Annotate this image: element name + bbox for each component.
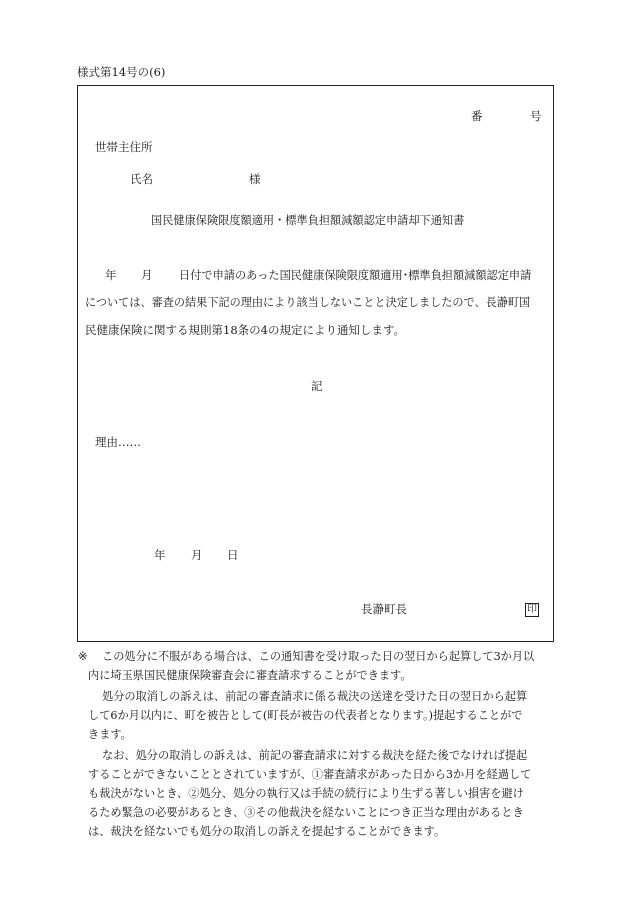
ki-label: 記 xyxy=(311,379,323,393)
note-p2-line1: 処分の取消しの訴えは、前記の審査請求に係る裁決の送達を受けた日の翌日から起算 xyxy=(102,690,528,703)
body-year: 年 xyxy=(105,268,117,282)
issuer-name: 長瀞町長 xyxy=(361,602,407,616)
reason-label: 理由…… xyxy=(95,435,141,449)
note-p1-line2: 内に埼玉県国民健康保険審査会に審査請求することができます。 xyxy=(88,669,412,682)
note-p2-line2: して6か月以内に、町を被告として(町長が被告の代表者となります。)提起することがで xyxy=(88,709,523,722)
seal-stamp xyxy=(525,603,539,617)
number-label-ban: 番 xyxy=(471,109,483,123)
body-line-3: 民健康保険に関する規則第18条の4の規定により通知します。 xyxy=(85,323,406,337)
issue-year: 年 xyxy=(154,548,166,562)
note-p1-line1: この処分に不服がある場合は、この通知書を受け取った日の翌日から起算して3か月以 xyxy=(102,650,535,663)
note-p3-line3: も裁決がないとき、②処分、処分の執行又は手続の続行により生ずる著しい損害を避け xyxy=(88,787,524,800)
note-p3-line2: することができないこととされていますが、①審査請求があった日から3か月を経過して xyxy=(88,768,532,781)
note-p3-line4: るため緊急の必要があるとき、③その他裁決を経ないことにつき正当な理由があるとき xyxy=(88,806,524,819)
number-label-go: 号 xyxy=(530,109,542,123)
note-p3-line5: は、裁決を経ないでも処分の取消しの訴えを提起することができます。 xyxy=(88,825,446,838)
issue-month: 月 xyxy=(191,548,203,562)
form-number: 様式第14号の(6) xyxy=(77,65,166,79)
name-label: 氏名 xyxy=(130,172,153,186)
note-p2-line3: きます。 xyxy=(88,728,132,741)
body-line-1: 日付で申請のあった国民健康保険限度額適用･標準負担額減額認定申請 xyxy=(179,269,532,282)
seal-char: 印 xyxy=(527,604,537,615)
honorific-sama: 様 xyxy=(249,172,261,186)
notice-frame xyxy=(77,85,554,642)
address-label: 世帯主住所 xyxy=(95,140,153,154)
note-mark: ※ xyxy=(78,649,88,663)
document-title: 国民健康保険限度額適用・標準負担額減額認定申請却下通知書 xyxy=(151,214,465,227)
issue-day: 日 xyxy=(227,548,239,562)
body-month: 月 xyxy=(141,268,153,282)
body-line-2: については、審査の結果下記の理由により該当しないことと決定しましたので、長瀞町国 xyxy=(85,296,531,309)
note-p3-line1: なお、処分の取消しの訴えは、前記の審査請求に対する裁決を経た後でなければ提起 xyxy=(102,749,528,762)
